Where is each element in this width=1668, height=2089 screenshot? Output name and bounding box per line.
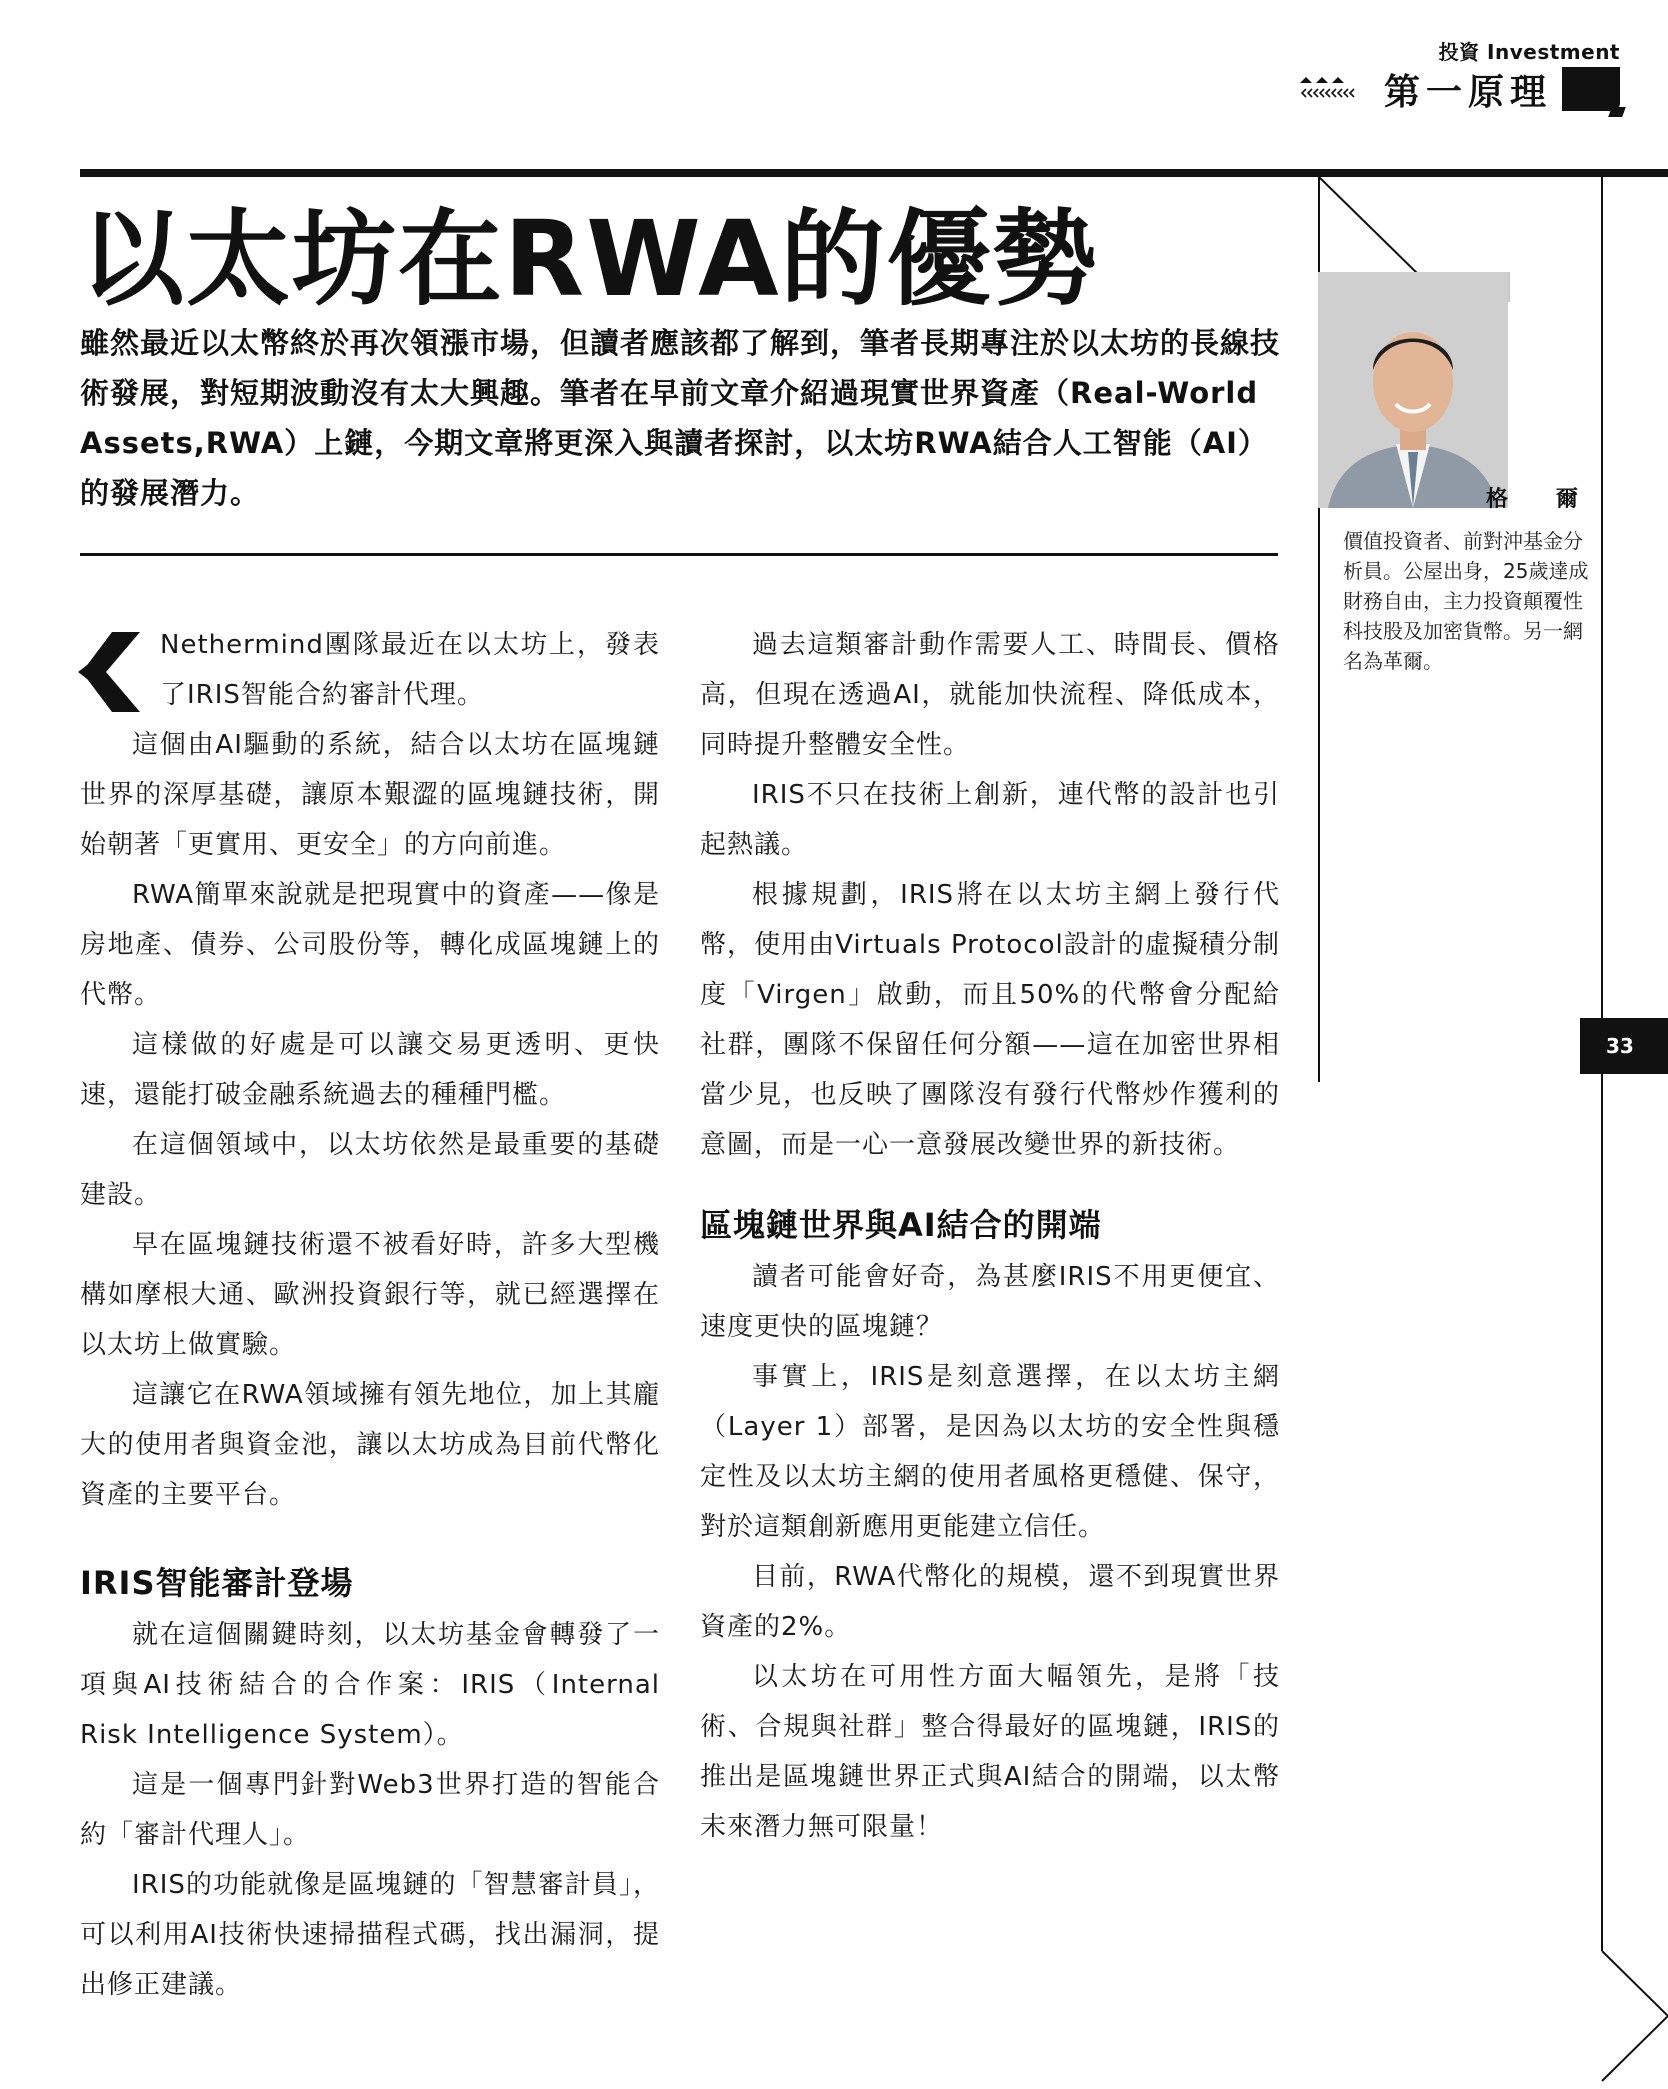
paragraph: IRIS不只在技術上創新，連代幣的設計也引起熱議。 [700, 780, 1280, 860]
section-label: 投資 Investment [1438, 40, 1620, 64]
arrows-decoration-icon [1300, 75, 1366, 103]
body-column-left [80, 620, 660, 2010]
section-heading: IRIS智能審計登場 [80, 1564, 354, 1602]
brand-block-decoration [1562, 67, 1620, 111]
paragraph: 事實上，IRIS是刻意選擇，在以太坊主網（Layer 1）部署，是因為以太坊的安全性與穩定性及以太坊主網的使用者風格更穩健、保守，對於這類創新應用更能建立信任。 [700, 1362, 1280, 1542]
section-divider [80, 553, 1278, 556]
author-portrait-icon [1318, 272, 1508, 508]
paragraph: 以太坊在可用性方面大幅領先，是將「技術、合規與社群」整合得最好的區塊鏈，IRIS的推出是區塊鏈世界正式與AI結合的開端，以太幣未來潛力無可限量！ [700, 1662, 1280, 1842]
paragraph: 早在區塊鏈技術還不被看好時，許多大型機構如摩根大通、歐洲投資銀行等，就已經選擇在以太坊上做實驗。 [80, 1230, 660, 1360]
column-brand [1300, 66, 1620, 112]
section-heading: 區塊鏈世界與AI結合的開端 [700, 1206, 1102, 1244]
article-lead: 雖然最近以太幣終於再次領漲市場，但讀者應該都了解到，筆者長期專注於以太坊的長線技術發展，對短期波動沒有太大興趣。筆者在早前文章介紹過現實世界資產（Real-World Assets,RWA）上鏈，今期文章將更深入與讀者探討，以太坊RWA結合人工智能（AI）的發展潛力。 [80, 326, 1281, 510]
article-title: 以太坊在RWA的優勢 [80, 198, 1099, 320]
paragraph: 這樣做的好處是可以讓交易更透明、更快速，還能打破金融系統過去的種種門檻。 [80, 1030, 660, 1110]
paragraph: 這個由AI驅動的系統，結合以太坊在區塊鏈世界的深厚基礎，讓原本艱澀的區塊鏈技術，開始朝著「更實用、更安全」的方向前進。 [80, 730, 660, 860]
paragraph: 目前，RWA代幣化的規模，還不到現實世界資產的2%。 [700, 1562, 1280, 1642]
paragraph: 就在這個關鍵時刻，以太坊基金會轉發了一項與AI技術結合的合作案：IRIS（Internal Risk Intelligence System）。 [80, 1620, 660, 1750]
paragraph: 根據規劃，IRIS將在以太坊主網上發行代幣，使用由Virtuals Protocol設計的虛擬積分制度「Virgen」啟動，而且50%的代幣會分配給社群，團隊不保留任何分額——這在加密世界相當少見，也反映了團隊沒有發行代幣炒作獲利的意圖，而是一心一意發展改變世界的新技術。 [700, 880, 1280, 1160]
paragraph: Nethermind團隊最近在以太坊上，發表了IRIS智能合約審計代理。 [160, 630, 660, 710]
paragraph: 這是一個專門針對Web3世界打造的智能合約「審計代理人」。 [80, 1770, 660, 1850]
body-column-right [700, 620, 1280, 1852]
paragraph: 過去這類審計動作需要人工、時間長、價格高，但現在透過AI，就能加快流程、降低成本，同時提升整體安全性。 [700, 630, 1280, 760]
column-title: 第一原理 [1383, 71, 1552, 113]
paragraph: IRIS的功能就像是區塊鏈的「智慧審計員」，可以利用AI技術快速掃描程式碼，找出漏洞，提出修正建議。 [80, 1870, 660, 2000]
paragraph: RWA簡單來說就是把現實中的資產——像是房地產、債券、公司股份等，轉化成區塊鏈上的代幣。 [80, 880, 660, 1010]
page-number: 33 [1580, 1018, 1668, 1074]
paragraph: 讀者可能會好奇，為甚麼IRIS不用更便宜、速度更快的區塊鏈？ [700, 1262, 1280, 1342]
quote-chevron-icon [78, 632, 140, 712]
author-name: 格爾 [1486, 487, 1627, 512]
author-bio: 價值投資者、前對沖基金分析員。公屋出身，25歲達成財務自由，主力投資顛覆性科技股及加密貨幣。另一網名為革爾。 [1343, 529, 1589, 673]
paragraph: 在這個領域中，以太坊依然是最重要的基礎建設。 [80, 1130, 660, 1210]
author-photo [1318, 272, 1508, 508]
paragraph: 這讓它在RWA領域擁有領先地位，加上其龐大的使用者與資金池，讓以太坊成為目前代幣化資產的主要平台。 [80, 1380, 660, 1510]
